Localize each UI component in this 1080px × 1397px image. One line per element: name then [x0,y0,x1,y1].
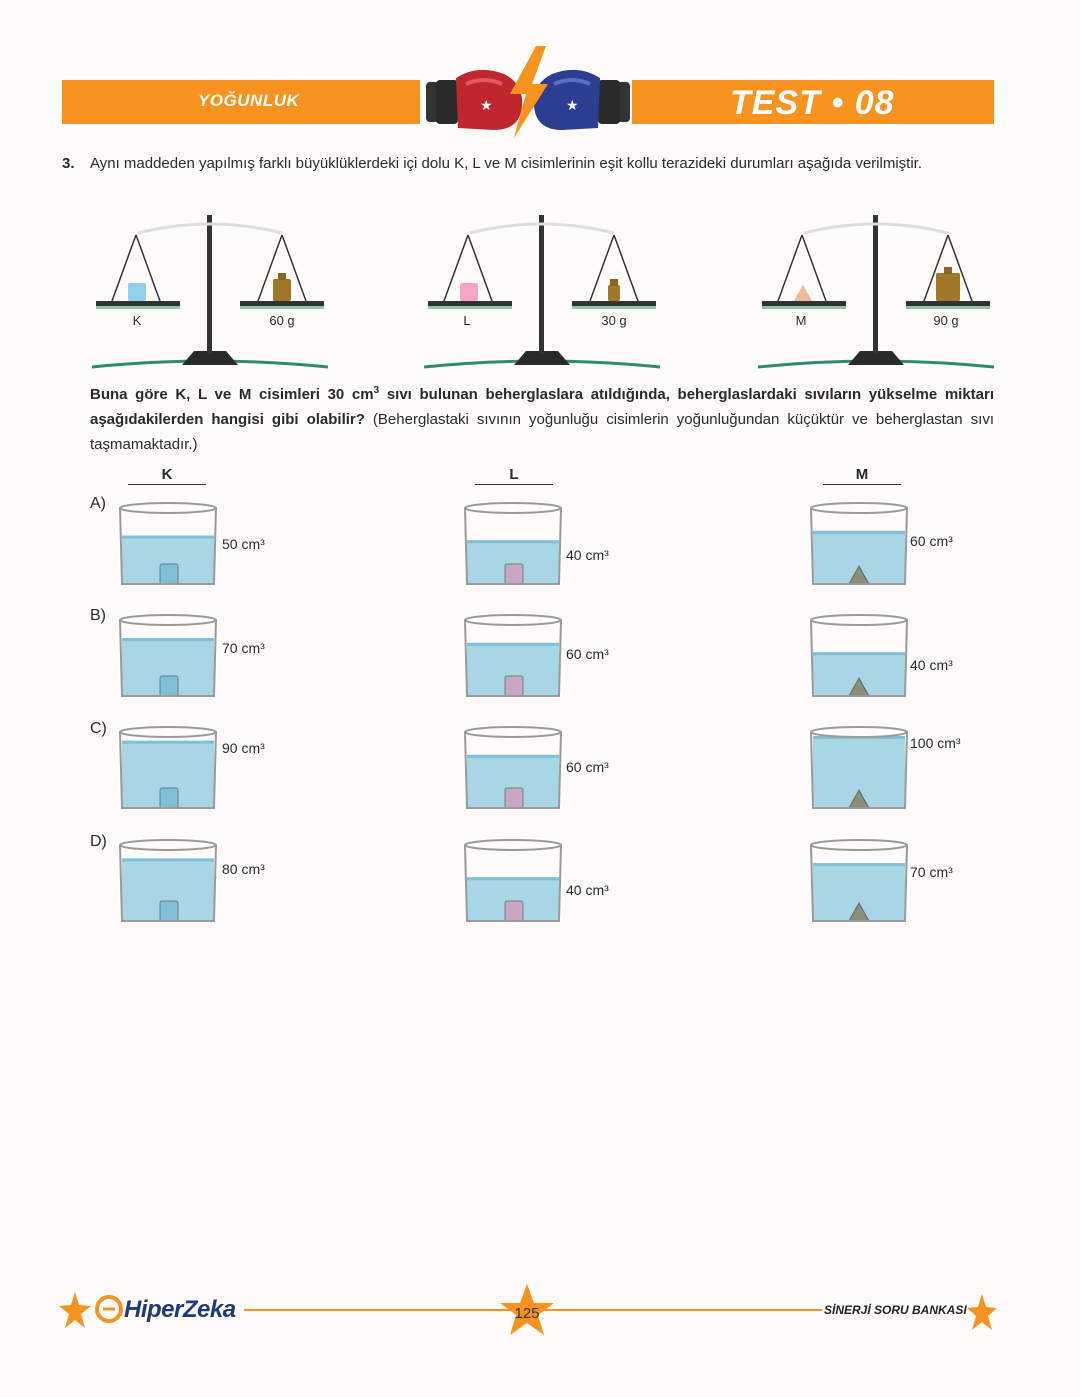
volume-label: 40 cm³ [566,547,609,563]
volume-label: 60 cm³ [566,759,609,775]
volume-label: 100 cm³ [910,735,961,751]
option-c-label[interactable]: C) [90,720,107,737]
beaker [118,722,218,812]
brand-name: HiperZeka [124,1296,236,1323]
column-header-m: M [823,466,901,485]
question-prompt [90,378,994,457]
question-text: Aynı maddeden yapılmış farklı büyüklüklerdeki içi dolu K, L ve M cisimlerinin eşit kollu terazideki durumları aşağıda verilmiştir. [90,155,923,172]
scale-object-label: K [132,313,142,328]
beaker [809,610,909,700]
column-header-k: K [128,466,206,485]
volume-label: 70 cm³ [222,640,265,656]
question-number: 3. [62,155,75,172]
volume-label: 90 cm³ [222,740,265,756]
balance-scale-k [90,205,330,375]
volume-label: 60 cm³ [566,646,609,662]
series-title: SİNERJİ SORU BANKASI [824,1303,967,1317]
prompt-bold-1: Buna göre K, L ve M cisimleri 30 cm [90,386,374,403]
beaker [809,722,909,812]
volume-label: 70 cm³ [910,864,953,880]
prompt-superscript: 3 [373,385,380,396]
beaker [118,498,218,588]
volume-label: 40 cm³ [910,657,953,673]
scale-weight-label: 60 g [269,313,295,328]
star-icon [966,1292,998,1332]
beaker [463,835,563,925]
svg-text:★: ★ [480,98,493,114]
beaker [463,498,563,588]
svg-text:★: ★ [566,98,579,114]
column-header-l: L [475,466,553,485]
beaker [463,722,563,812]
page-number: 125 [514,1305,540,1322]
test-title: TEST • 08 [730,84,895,122]
scale-object-label: M [795,313,807,328]
beaker [118,835,218,925]
beaker [118,610,218,700]
scale-weight-label: 30 g [601,313,627,328]
option-a-label[interactable]: A) [90,495,106,512]
volume-label: 40 cm³ [566,882,609,898]
beaker [809,835,909,925]
scale-weight-label: 90 g [933,313,959,328]
prompt-bold-2: sıvı bulunan beherglaslara atıldığında, beherglaslardaki sıvıların yükselme miktarı aşağıdakilerden hangisi gibi olabilir? [90,386,995,428]
star-icon [58,1290,92,1330]
volume-label: 60 cm³ [910,533,953,549]
beaker [463,610,563,700]
boxing-gloves-icon [418,44,638,140]
volume-label: 80 cm³ [222,861,265,877]
beaker [809,498,909,588]
option-b-label[interactable]: B) [90,607,106,624]
volume-label: 50 cm³ [222,536,265,552]
prompt-note: (Beherglastaki sıvının yoğunluğu cisimlerin yoğunluğundan küçüktür ve beherglastan sıvı taşmamaktadır.) [90,411,994,453]
option-d-label[interactable]: D) [90,833,107,850]
scale-object-label: L [463,313,471,328]
topic-title: YOĞUNLUK [198,91,300,110]
balance-scale-m [756,205,996,375]
balance-scale-l [422,205,662,375]
brand-logo-icon [94,1294,124,1324]
